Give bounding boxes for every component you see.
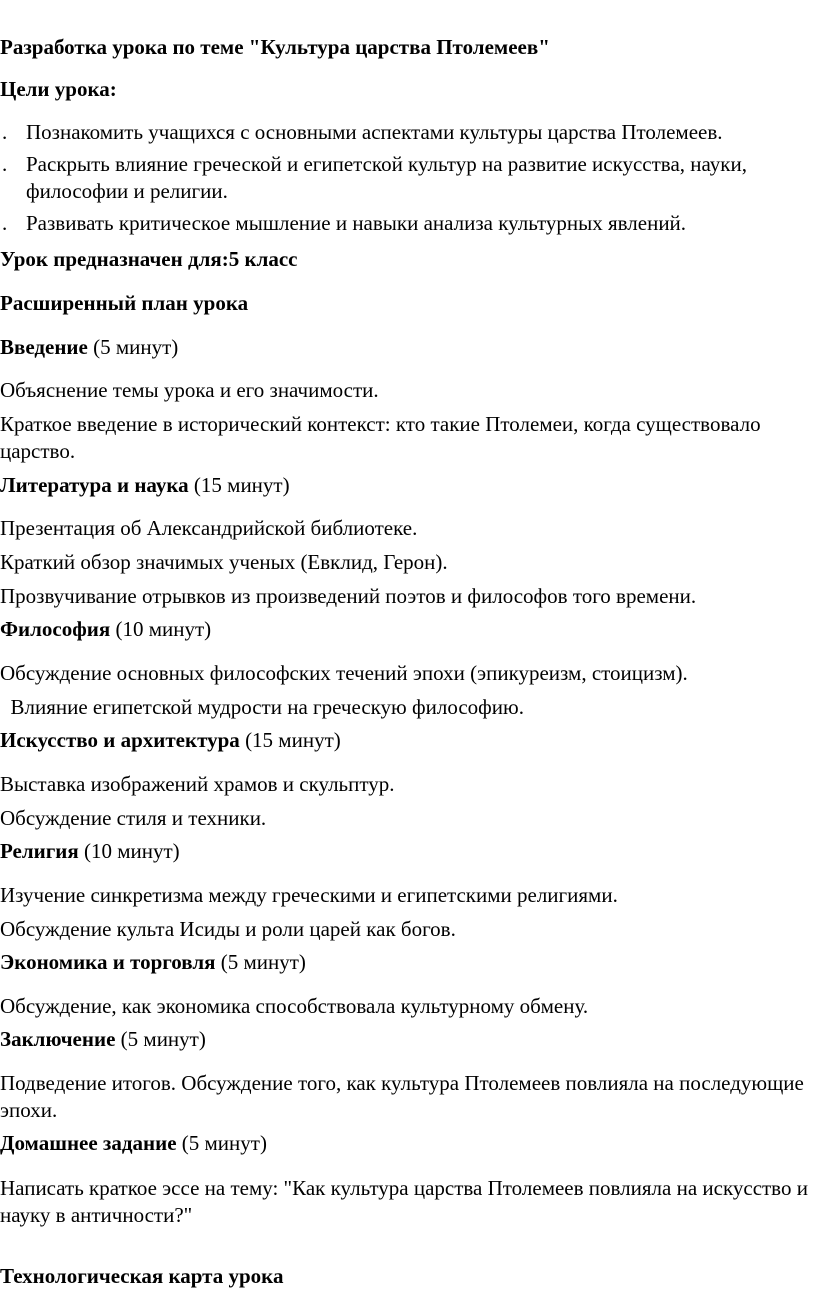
section-item: Презентация об Александрийской библиотеке. (0, 516, 418, 540)
section-title: Введение (0, 335, 88, 359)
section-item: Обсуждение культа Исиды и роли царей как богов. (0, 917, 456, 941)
section-item: Обсуждение стиля и техники. (0, 806, 267, 830)
bullet-marker: . (2, 120, 8, 144)
section-title: Литература и наука (0, 473, 189, 497)
section-duration: (10 минут) (78, 839, 180, 863)
section-title: Экономика и торговля (0, 950, 216, 974)
section-duration: (10 минут) (110, 617, 212, 641)
goals-heading: Цели урока: (0, 77, 117, 101)
goal-text: Развивать критическое мышление и навыки анализа культурных явлений. (26, 211, 687, 235)
section-duration: (5 минут) (215, 950, 306, 974)
section-heading (0, 1130, 812, 1157)
section-item: Обсуждение основных философских течений эпохи (эпикуреизм, стоицизм). (0, 661, 688, 685)
section-title: Домашнее задание (0, 1131, 177, 1155)
section-duration: (5 минут) (176, 1131, 267, 1155)
plan-heading: Расширенный план урока (0, 291, 249, 315)
section-item: Выставка изображений храмов и скульптур. (0, 772, 395, 796)
section-duration: (15 минут) (239, 728, 341, 752)
section-item: Прозвучивание отрывков из произведений поэтов и философов того времени. (0, 584, 697, 608)
section-item: Обсуждение, как экономика способствовала культурному обмену. (0, 994, 589, 1018)
section-heading (0, 949, 812, 976)
section-title: Искусство и архитектура (0, 728, 240, 752)
section-item: Объяснение темы урока и его значимости. (0, 378, 379, 402)
section-item: Написать краткое эссе на тему: "Как культура царства Птолемеев повлияла на искусство и науку в античности?" (0, 1176, 808, 1227)
section-heading (0, 838, 812, 865)
audience-line: Урок предназначен для:5 класс (0, 247, 298, 271)
section-heading (0, 616, 812, 643)
section-item: Подведение итогов. Обсуждение того, как культура Птолемеев повлияла на последующие эпохи. (0, 1071, 804, 1122)
section-duration: (15 минут) (188, 473, 290, 497)
tech-map-heading: Технологическая карта урока (0, 1264, 284, 1288)
doc-title: Разработка урока по теме "Культура царства Птолемеев" (0, 35, 550, 59)
bullet-marker: . (2, 211, 8, 235)
section-heading (0, 727, 812, 754)
section-item: Изучение синкретизма между греческими и египетскими религиями. (0, 883, 618, 907)
section-item: Краткий обзор значимых ученых (Евклид, Герон). (0, 550, 448, 574)
section-title: Заключение (0, 1027, 116, 1051)
section-heading (0, 472, 812, 499)
section-duration: (5 минут) (87, 335, 179, 359)
section-heading (0, 1026, 812, 1053)
section-item: Краткое введение в исторический контекст: кто такие Птолемеи, когда существовало царство. (0, 412, 761, 463)
section-title: Философия (0, 617, 111, 641)
section-duration: (5 минут) (115, 1027, 206, 1051)
goal-text: Познакомить учащихся с основными аспектами культуры царства Птолемеев. (26, 120, 723, 144)
goal-text: Раскрыть влияние греческой и египетской культур на развитие искусства, науки, философии и религии. (26, 152, 747, 203)
section-item: Влияние египетской мудрости на греческую философию. (0, 695, 524, 719)
section-title: Религия (0, 839, 79, 863)
section-heading (0, 334, 812, 361)
bullet-marker: . (2, 152, 8, 176)
